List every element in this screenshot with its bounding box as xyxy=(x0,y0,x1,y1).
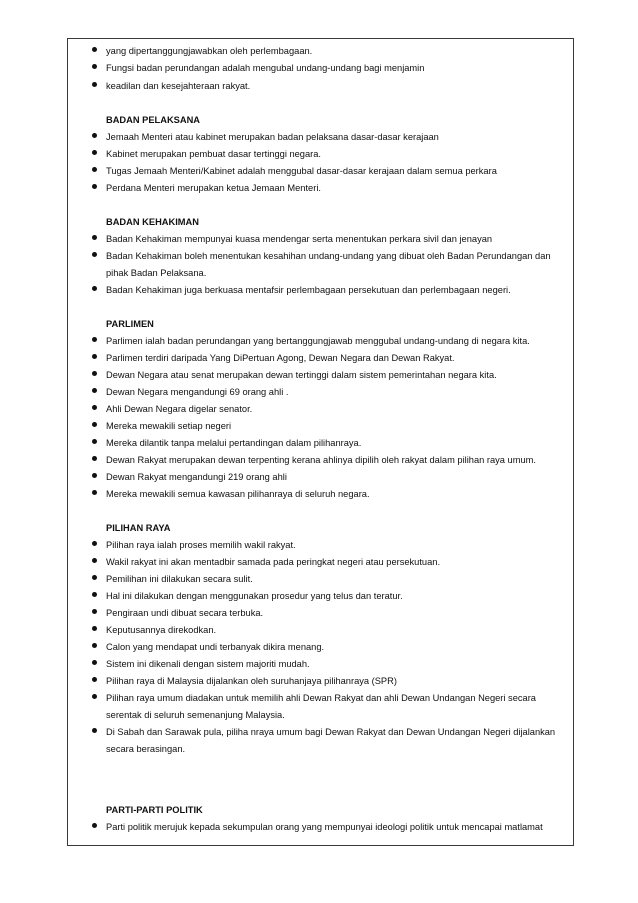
section-heading-row xyxy=(68,112,573,129)
list-item-text: Kabinet merupakan pembuat dasar tertinggi negara. xyxy=(106,149,321,159)
list-item-text: Pilihan raya ialah proses memilih wakil rakyat. xyxy=(106,540,296,550)
list-item-text: Sistem ini dikenali dengan sistem majoriti mudah. xyxy=(106,659,310,669)
bullet-icon xyxy=(92,558,97,563)
list-item xyxy=(68,819,573,836)
list-item-text: Jemaah Menteri atau kabinet merupakan badan pelaksana dasar-dasar kerajaan xyxy=(106,132,439,142)
list-item-text: yang dipertanggungjawabkan oleh perlembagaan. xyxy=(106,46,313,56)
bullet-icon xyxy=(92,167,97,172)
list-item-text: Pilihan raya umum diadakan untuk memilih ahli Dewan Rakyat dan ahli Dewan Undangan Negeri secara xyxy=(106,693,536,703)
bullet-icon xyxy=(92,371,97,376)
list-item xyxy=(68,418,573,435)
section-heading-row xyxy=(68,802,573,819)
bullet-icon xyxy=(92,133,97,138)
bullet-icon xyxy=(92,47,97,52)
list-item-text: Pilihan raya di Malaysia dijalankan oleh suruhanjaya pilihanraya (SPR) xyxy=(106,676,397,686)
bullet-icon xyxy=(92,626,97,631)
list-item xyxy=(68,452,573,469)
list-item xyxy=(68,486,573,503)
list-item xyxy=(68,537,573,554)
list-item xyxy=(68,180,573,197)
section-heading: BADAN KEHAKIMAN xyxy=(106,217,199,227)
list-item-text: Ahli Dewan Negara digelar senator. xyxy=(106,404,253,414)
bullet-icon xyxy=(92,286,97,291)
list-item xyxy=(68,43,573,60)
list-item xyxy=(68,384,573,401)
bullet-icon xyxy=(92,422,97,427)
list-item xyxy=(68,248,573,265)
bullet-icon xyxy=(92,473,97,478)
list-item xyxy=(68,367,573,384)
bullet-icon xyxy=(92,184,97,189)
list-item-text: Hal ini dilakukan dengan menggunakan prosedur yang telus dan teratur. xyxy=(106,591,403,601)
bullet-icon xyxy=(92,439,97,444)
list-item-text: Badan Kehakiman mempunyai kuasa mendengar serta menentukan perkara sivil dan jenayan xyxy=(106,234,493,244)
list-item-text: Dewan Negara atau senat merupakan dewan tertinggi dalam sistem pemerintahan negara kita. xyxy=(106,370,497,380)
list-item xyxy=(68,163,573,180)
bullet-icon xyxy=(92,456,97,461)
list-item xyxy=(68,129,573,146)
list-item-text: Dewan Rakyat merupakan dewan terpenting kerana ahlinya dipilih oleh rakyat dalam pilihan raya umum. xyxy=(106,455,536,465)
list-item-text: Mereka dilantik tanpa melalui pertandingan dalam pilihanraya. xyxy=(106,438,362,448)
list-item-text: Parti politik merujuk kepada sekumpulan orang yang mempunyai ideologi politik untuk mencapai matlamat xyxy=(106,822,543,832)
bullet-icon xyxy=(92,252,97,257)
list-item-text: Parlimen terdiri daripada Yang DiPertuan Agong, Dewan Negara dan Dewan Rakyat. xyxy=(106,353,455,363)
list-item xyxy=(68,60,573,77)
bullet-icon xyxy=(92,388,97,393)
list-item xyxy=(68,707,573,724)
list-item-text: Keputusannya direkodkan. xyxy=(106,625,217,635)
bullet-icon xyxy=(92,694,97,699)
list-item xyxy=(68,639,573,656)
list-item-text: Perdana Menteri merupakan ketua Jemaan Menteri. xyxy=(106,183,321,193)
list-item-text: Calon yang mendapat undi terbanyak dikira menang. xyxy=(106,642,325,652)
section-heading: PARLIMEN xyxy=(106,319,154,329)
list-item xyxy=(68,231,573,248)
list-item xyxy=(68,605,573,622)
list-item-text: keadilan dan kesejahteraan rakyat. xyxy=(106,81,251,91)
list-item-text: Badan Kehakiman boleh menentukan kesahihan undang-undang yang dibuat oleh Badan Perundangan dan xyxy=(106,251,551,261)
bullet-icon xyxy=(92,660,97,665)
list-item-text: Mereka mewakili semua kawasan pilihanraya di seluruh negara. xyxy=(106,489,370,499)
list-item xyxy=(68,588,573,605)
list-item-text: Pemilihan ini dilakukan secara sulit. xyxy=(106,574,253,584)
list-item xyxy=(68,741,573,758)
bullet-icon xyxy=(92,728,97,733)
bullet-icon xyxy=(92,592,97,597)
list-item-text: Dewan Negara mengandungi 69 orang ahli . xyxy=(106,387,289,397)
bullet-icon xyxy=(92,575,97,580)
list-item xyxy=(68,690,573,707)
section-heading: PARTI-PARTI POLITIK xyxy=(106,805,203,815)
list-item-text: Wakil rakyat ini akan mentadbir samada pada peringkat negeri atau persekutuan. xyxy=(106,557,441,567)
list-item-text: Fungsi badan perundangan adalah mengubal undang-undang bagi menjamin xyxy=(106,63,425,73)
bullet-icon xyxy=(92,150,97,155)
list-item xyxy=(68,622,573,639)
list-item xyxy=(68,656,573,673)
list-item xyxy=(68,554,573,571)
bullet-icon xyxy=(92,541,97,546)
list-item xyxy=(68,469,573,486)
list-item xyxy=(68,571,573,588)
list-item-text: Badan Kehakiman juga berkuasa mentafsir perlembagaan persekutuan dan perlembagaan negeri. xyxy=(106,285,511,295)
section-heading: PILIHAN RAYA xyxy=(106,523,171,533)
bullet-icon xyxy=(92,823,97,828)
document-page-frame xyxy=(67,38,574,846)
list-item-text: serentak di seluruh semenanjung Malaysia. xyxy=(106,710,285,720)
bullet-icon xyxy=(92,677,97,682)
bullet-icon xyxy=(92,643,97,648)
section-heading-row xyxy=(68,214,573,231)
list-item xyxy=(68,282,573,299)
list-item-text: Pengiraan undi dibuat secara terbuka. xyxy=(106,608,264,618)
list-item-text: Mereka mewakili setiap negeri xyxy=(106,421,232,431)
bullet-icon xyxy=(92,490,97,495)
bullet-icon xyxy=(92,405,97,410)
section-heading-row xyxy=(68,316,573,333)
list-item-text: Tugas Jemaah Menteri/Kabinet adalah menggubal dasar-dasar kerajaan dalam semua perkara xyxy=(106,166,497,176)
list-item xyxy=(68,333,573,350)
bullet-icon xyxy=(92,337,97,342)
bullet-icon xyxy=(92,354,97,359)
list-item xyxy=(68,146,573,163)
bullet-icon xyxy=(92,235,97,240)
list-item-text: Parlimen ialah badan perundangan yang bertanggungjawab menggubal undang-undang di negara kita. xyxy=(106,336,530,346)
list-item xyxy=(68,350,573,367)
list-item xyxy=(68,78,573,95)
list-item xyxy=(68,401,573,418)
list-item-text: secara berasingan. xyxy=(106,744,186,754)
bullet-icon xyxy=(92,609,97,614)
list-item xyxy=(68,673,573,690)
list-item xyxy=(68,435,573,452)
bullet-icon xyxy=(92,82,97,87)
list-item-text: Di Sabah dan Sarawak pula, piliha nraya umum bagi Dewan Rakyat dan Dewan Undangan Negeri dijalankan xyxy=(106,727,556,737)
section-heading: BADAN PELAKSANA xyxy=(106,115,201,125)
list-item xyxy=(68,724,573,741)
section-heading-row xyxy=(68,520,573,537)
list-item xyxy=(68,265,573,282)
list-item-text: Dewan Rakyat mengandungi 219 orang ahli xyxy=(106,472,287,482)
list-item-text: pihak Badan Pelaksana. xyxy=(106,268,207,278)
bullet-icon xyxy=(92,64,97,69)
